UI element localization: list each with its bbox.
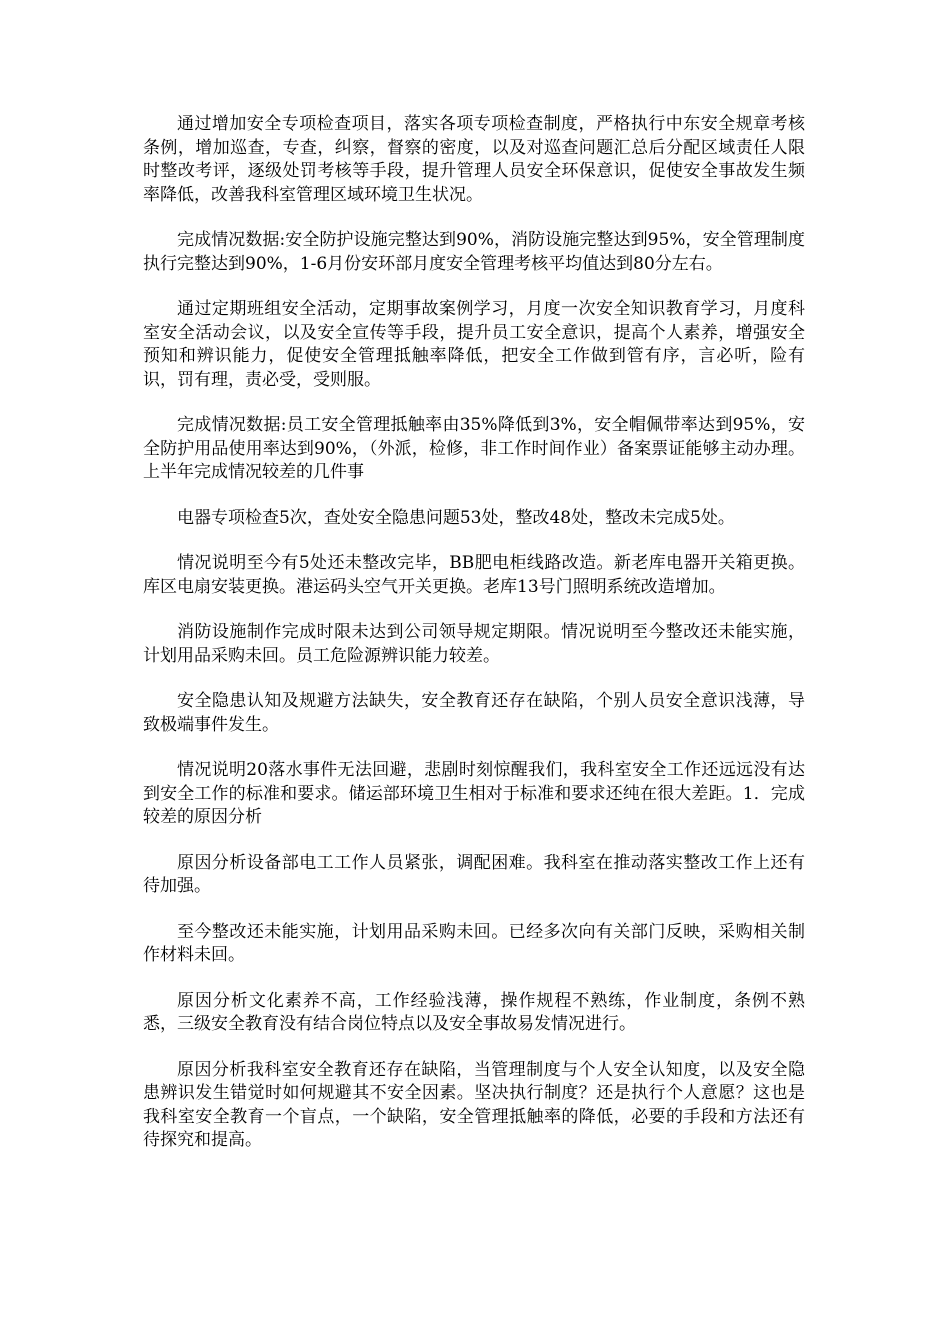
paragraph-7: 消防设施制作完成时限未达到公司领导规定期限。情况说明至今整改还未能实施，计划用品采购未回。员工危险源辨识能力较差。 [143,622,805,666]
document-body [143,113,805,1175]
paragraph-8: 安全隐患认知及规避方法缺失，安全教育还存在缺陷，个别人员安全意识浅薄，导致极端事件发生。 [143,691,805,735]
paragraph-11: 至今整改还未能实施，计划用品采购未回。已经多次向有关部门反映，采购相关制作材料未回。 [143,921,805,965]
paragraph-13: 原因分析我科室安全教育还存在缺陷，当管理制度与个人安全认知度，以及安全隐患辨识发生错觉时如何规避其不安全因素。坚决执行制度？还是执行个人意愿？这也是我科室安全教育一个盲点，一个缺陷，安全管理抵触率的降低，必要的手段和方法还有待探究和提高。 [143,1059,805,1150]
paragraph-5: 电器专项检查5次，查处安全隐患问题53处，整改48处，整改未完成5处。 [177,507,735,528]
paragraph-3: 通过定期班组安全活动，定期事故案例学习，月度一次安全知识教育学习，月度科室安全活动会议，以及安全宣传等手段，提升员工安全意识，提高个人素养，增强安全预知和辨识能力，促使安全管理抵触率降低，把安全工作做到管有序，言必听，险有识，罚有理，责必受，受则服。 [143,299,805,390]
paragraph-12: 原因分析文化素养不高，工作经验浅薄，操作规程不熟练，作业制度，条例不熟悉，三级安全教育没有结合岗位特点以及安全事故易发情况进行。 [143,990,805,1034]
paragraph-6: 情况说明至今有5处还未整改完毕，BB肥电柜线路改造。新老库电器开关箱更换。库区电扇安装更换。港运码头空气开关更换。老库13号门照明系统改造增加。 [143,553,805,597]
paragraph-2: 完成情况数据:安全防护设施完整达到90%，消防设施完整达到95%，安全管理制度执行完整达到90%，1-6月份安环部月度安全管理考核平均值达到80分左右。 [143,230,805,274]
paragraph-9: 情况说明20落水事件无法回避，悲剧时刻惊醒我们，我科室安全工作还远远没有达到安全工作的标准和要求。储运部环境卫生相对于标准和要求还纯在很大差距。1．完成较差的原因分析 [143,760,805,827]
paragraph-1: 通过增加安全专项检查项目，落实各项专项检查制度，严格执行中东安全规章考核条例，增加巡查，专查，纠察，督察的密度，以及对巡查问题汇总后分配区域责任人限时整改考评，逐级处罚考核等手段，提升管理人员安全环保意识，促使安全事故发生频率降低，改善我科室管理区域环境卫生状况。 [143,114,805,205]
paragraph-10: 原因分析设备部电工工作人员紧张，调配困难。我科室在推动落实整改工作上还有待加强。 [143,852,805,896]
paragraph-4: 完成情况数据:员工安全管理抵触率由35%降低到3%，安全帽佩带率达到95%，安全防护用品使用率达到90%，（外派，检修，非工作时间作业）备案票证能够主动办理。上半年完成情况较差的几件事 [143,415,805,482]
